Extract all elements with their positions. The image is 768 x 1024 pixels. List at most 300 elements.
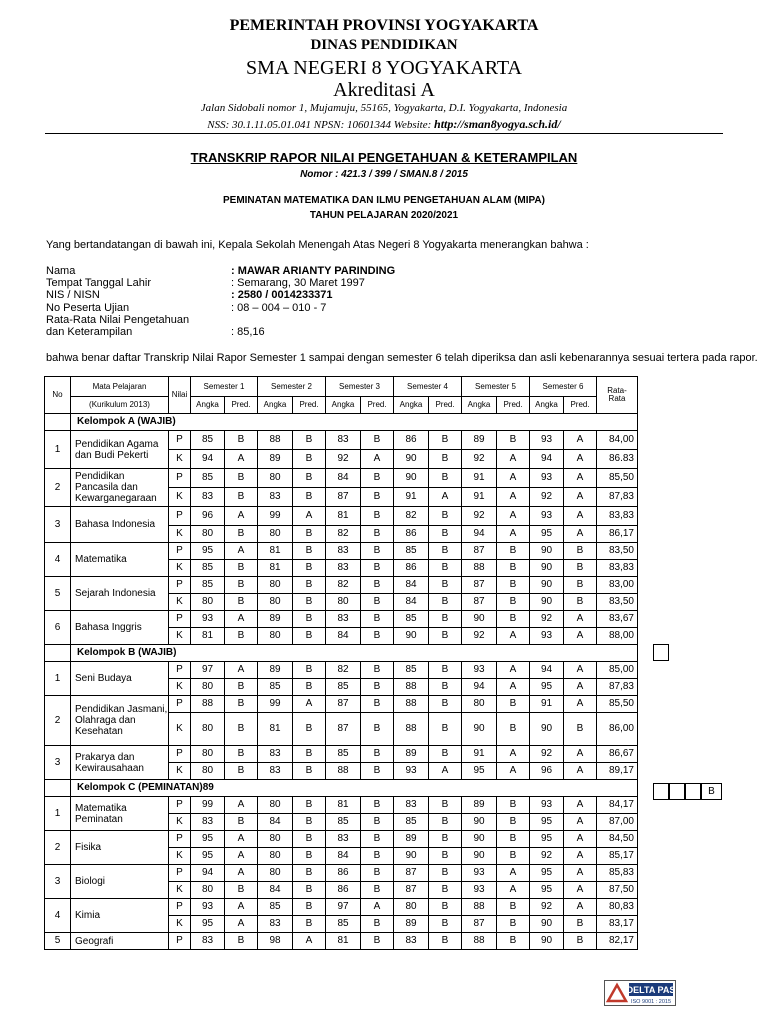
grade-score: 83 xyxy=(258,763,293,780)
grade-type: K xyxy=(169,526,191,543)
grade-predicate: A xyxy=(564,469,597,488)
grade-score: 89 xyxy=(462,797,497,814)
grade-score: 85 xyxy=(191,431,225,450)
grade-score: 95 xyxy=(191,848,225,865)
grade-predicate: A xyxy=(429,763,462,780)
grade-predicate: B xyxy=(497,797,530,814)
grade-predicate: B xyxy=(361,696,394,713)
grade-score: 95 xyxy=(530,814,564,831)
grade-predicate: B xyxy=(429,662,462,679)
header-semester-5: Semester 5 xyxy=(462,377,530,397)
grade-score: 80 xyxy=(258,628,293,645)
grade-score: 80 xyxy=(258,831,293,848)
grade-predicate: B xyxy=(564,560,597,577)
grade-score: 83 xyxy=(258,746,293,763)
grade-type: P xyxy=(169,746,191,763)
grade-predicate: B xyxy=(429,797,462,814)
grade-score: 98 xyxy=(258,933,293,950)
grade-score: 95 xyxy=(191,831,225,848)
header-no: No xyxy=(45,377,71,414)
header-average-line1: Rata- xyxy=(607,386,627,395)
grade-predicate: A xyxy=(564,679,597,696)
grade-predicate: B xyxy=(225,763,258,780)
grade-predicate: A xyxy=(225,507,258,526)
subject-name: Bahasa Inggris xyxy=(71,611,169,645)
grade-predicate: B xyxy=(293,488,326,507)
stray-grade-cell: B xyxy=(701,783,722,800)
school-website: http://sman8yogya.sch.id/ xyxy=(434,117,561,131)
grade-average: 87,83 xyxy=(597,488,638,507)
subject-number: 5 xyxy=(45,577,71,611)
grade-score: 82 xyxy=(394,507,429,526)
grade-score: 80 xyxy=(258,469,293,488)
grade-predicate: B xyxy=(497,713,530,746)
grade-score: 93 xyxy=(530,507,564,526)
subject-number: 3 xyxy=(45,507,71,543)
header-nilai: Nilai xyxy=(169,377,191,414)
subject-number: 6 xyxy=(45,611,71,645)
table-row xyxy=(45,746,638,763)
grade-score: 83 xyxy=(326,543,361,560)
student-average: : 85,16 xyxy=(231,326,265,338)
grade-type: P xyxy=(169,831,191,848)
grade-type: P xyxy=(169,507,191,526)
header-semester-2: Semester 2 xyxy=(258,377,326,397)
grade-predicate: A xyxy=(564,865,597,882)
grade-predicate: B xyxy=(293,560,326,577)
grade-score: 90 xyxy=(394,450,429,469)
grade-average: 85,50 xyxy=(597,696,638,713)
grade-predicate: B xyxy=(429,848,462,865)
grade-score: 81 xyxy=(326,797,361,814)
subject-name: Fisika xyxy=(71,831,169,865)
grade-predicate: A xyxy=(497,763,530,780)
grade-type: P xyxy=(169,933,191,950)
grade-predicate: B xyxy=(429,628,462,645)
table-row xyxy=(45,431,638,450)
grade-predicate: B xyxy=(429,577,462,594)
grade-score: 81 xyxy=(258,560,293,577)
grade-score: 99 xyxy=(191,797,225,814)
header-curriculum: (Kurikulum 2013) xyxy=(71,397,169,414)
grade-score: 83 xyxy=(326,560,361,577)
grade-score: 90 xyxy=(530,916,564,933)
grade-average: 85,00 xyxy=(597,662,638,679)
grade-score: 87 xyxy=(326,488,361,507)
grade-predicate: B xyxy=(225,431,258,450)
grade-average: 89,17 xyxy=(597,763,638,780)
grade-score: 86 xyxy=(394,431,429,450)
grade-score: 82 xyxy=(326,526,361,543)
grade-score: 83 xyxy=(258,488,293,507)
grade-predicate: A xyxy=(564,662,597,679)
grade-predicate: B xyxy=(429,679,462,696)
grade-predicate: B xyxy=(293,594,326,611)
table-row xyxy=(45,865,638,882)
grade-score: 88 xyxy=(394,679,429,696)
grade-predicate: B xyxy=(225,526,258,543)
grade-score: 86 xyxy=(326,882,361,899)
grade-score: 85 xyxy=(258,899,293,916)
grade-predicate: B xyxy=(497,696,530,713)
grade-predicate: A xyxy=(361,450,394,469)
grade-score: 90 xyxy=(530,560,564,577)
grade-predicate: A xyxy=(225,899,258,916)
grade-score: 92 xyxy=(530,848,564,865)
grade-score: 90 xyxy=(462,611,497,628)
header-semester-1: Semester 1 xyxy=(191,377,258,397)
grade-average: 83,50 xyxy=(597,594,638,611)
grade-score: 94 xyxy=(191,450,225,469)
grade-predicate: A xyxy=(564,831,597,848)
grade-average: 83,83 xyxy=(597,507,638,526)
grade-score: 82 xyxy=(326,577,361,594)
grade-predicate: B xyxy=(497,899,530,916)
grade-score: 80 xyxy=(462,696,497,713)
grade-predicate: B xyxy=(225,679,258,696)
grade-predicate: B xyxy=(429,713,462,746)
grade-predicate: B xyxy=(225,814,258,831)
grade-predicate: B xyxy=(293,611,326,628)
grade-score: 80 xyxy=(258,577,293,594)
grade-predicate: B xyxy=(429,899,462,916)
subject-name: Biologi xyxy=(71,865,169,899)
stray-cell xyxy=(669,783,685,800)
grade-score: 80 xyxy=(326,594,361,611)
header-angka: Angka xyxy=(394,397,429,414)
grade-type: P xyxy=(169,865,191,882)
grade-score: 89 xyxy=(258,611,293,628)
grade-score: 90 xyxy=(462,831,497,848)
grade-type: P xyxy=(169,543,191,560)
grade-score: 90 xyxy=(530,577,564,594)
document-number: Nomor : 421.3 / 399 / SMAN.8 / 2015 xyxy=(300,169,468,180)
grade-predicate: B xyxy=(429,594,462,611)
grade-score: 89 xyxy=(394,916,429,933)
grade-type: P xyxy=(169,696,191,713)
grade-score: 81 xyxy=(258,713,293,746)
table-row xyxy=(45,577,638,594)
grade-predicate: A xyxy=(497,746,530,763)
grade-predicate: B xyxy=(293,746,326,763)
table-row xyxy=(45,899,638,916)
grade-score: 87 xyxy=(326,696,361,713)
header-angka: Angka xyxy=(530,397,564,414)
grade-predicate: B xyxy=(497,848,530,865)
table-row xyxy=(45,696,638,713)
grade-predicate: A xyxy=(564,899,597,916)
stray-cell xyxy=(653,783,669,800)
grade-score: 93 xyxy=(394,763,429,780)
grade-predicate: B xyxy=(293,679,326,696)
grade-score: 83 xyxy=(258,916,293,933)
grade-score: 92 xyxy=(462,628,497,645)
grade-type: K xyxy=(169,882,191,899)
grade-predicate: A xyxy=(225,797,258,814)
grade-type: K xyxy=(169,594,191,611)
student-nis: : 2580 / 0014233371 xyxy=(231,289,333,301)
grade-score: 84 xyxy=(394,577,429,594)
grade-average: 86.83 xyxy=(597,450,638,469)
grade-predicate: B xyxy=(361,882,394,899)
grade-type: K xyxy=(169,916,191,933)
grade-score: 95 xyxy=(530,526,564,543)
grade-predicate: A xyxy=(497,679,530,696)
grade-predicate: B xyxy=(361,713,394,746)
subject-number: 5 xyxy=(45,933,71,950)
group-no-cell xyxy=(45,645,71,662)
grade-predicate: B xyxy=(293,848,326,865)
group-row xyxy=(45,780,638,797)
student-exam-number: : 08 – 004 – 010 - 7 xyxy=(231,302,327,314)
grade-predicate: B xyxy=(429,933,462,950)
grade-score: 90 xyxy=(530,594,564,611)
header-row-1 xyxy=(45,377,638,397)
accreditation: Akreditasi A xyxy=(333,79,435,101)
grade-predicate: B xyxy=(293,882,326,899)
grade-score: 95 xyxy=(530,831,564,848)
grade-predicate: B xyxy=(293,662,326,679)
grade-score: 88 xyxy=(326,763,361,780)
grade-predicate: B xyxy=(225,594,258,611)
delta-pas-logo xyxy=(604,980,676,1006)
grade-score: 83 xyxy=(191,488,225,507)
grade-predicate: A xyxy=(497,469,530,488)
grade-predicate: B xyxy=(361,679,394,696)
intro-text: Yang bertandatangan di bawah ini, Kepala Sekolah Menengah Atas Negeri 8 Yogyakarta menerangkan bahwa : xyxy=(46,239,589,251)
grade-score: 91 xyxy=(394,488,429,507)
student-birth: : Semarang, 30 Maret 1997 xyxy=(231,277,365,289)
subject-number: 2 xyxy=(45,696,71,746)
grade-predicate: A xyxy=(225,848,258,865)
subject-number: 3 xyxy=(45,746,71,780)
grade-score: 96 xyxy=(191,507,225,526)
grade-type: K xyxy=(169,488,191,507)
header-average-line2: Rata xyxy=(608,394,626,403)
grade-predicate: B xyxy=(361,916,394,933)
grade-score: 81 xyxy=(258,543,293,560)
grade-type: K xyxy=(169,679,191,696)
grade-predicate: A xyxy=(564,611,597,628)
grade-score: 85 xyxy=(394,814,429,831)
header-pred: Pred. xyxy=(429,397,462,414)
grade-predicate: B xyxy=(361,933,394,950)
subject-name: Kimia xyxy=(71,899,169,933)
school-name: SMA NEGERI 8 YOGYAKARTA xyxy=(246,57,522,79)
grade-score: 84 xyxy=(258,882,293,899)
grade-predicate: A xyxy=(497,526,530,543)
grade-predicate: B xyxy=(361,831,394,848)
subject-name: Prakarya dan Kewirausahaan xyxy=(71,746,169,780)
grade-score: 95 xyxy=(530,865,564,882)
grade-score: 80 xyxy=(191,594,225,611)
logo-cert: ISO 9001 : 2015 xyxy=(630,999,672,1005)
grade-predicate: B xyxy=(497,916,530,933)
grade-score: 83 xyxy=(326,831,361,848)
grade-predicate: B xyxy=(429,507,462,526)
grade-score: 89 xyxy=(258,662,293,679)
grade-average: 83,00 xyxy=(597,577,638,594)
grade-average: 87,83 xyxy=(597,679,638,696)
grade-score: 87 xyxy=(326,713,361,746)
average-label-line2: dan Keterampilan xyxy=(46,326,133,338)
grade-type: P xyxy=(169,797,191,814)
grade-score: 86 xyxy=(394,526,429,543)
table-row xyxy=(45,507,638,526)
grade-predicate: A xyxy=(497,882,530,899)
grade-predicate: B xyxy=(497,560,530,577)
birth-label: Tempat Tanggal Lahir xyxy=(46,277,151,289)
grade-predicate: A xyxy=(564,848,597,865)
grade-predicate: B xyxy=(225,628,258,645)
grade-score: 85 xyxy=(394,611,429,628)
grade-score: 80 xyxy=(258,526,293,543)
grade-score: 93 xyxy=(530,431,564,450)
grade-predicate: A xyxy=(564,488,597,507)
stray-cell xyxy=(653,644,669,661)
grade-score: 80 xyxy=(258,797,293,814)
grade-average: 84,00 xyxy=(597,431,638,450)
grade-predicate: A xyxy=(225,450,258,469)
grade-average: 86,00 xyxy=(597,713,638,746)
grade-predicate: B xyxy=(361,543,394,560)
grade-score: 91 xyxy=(462,488,497,507)
grade-score: 92 xyxy=(530,488,564,507)
grade-predicate: B xyxy=(429,450,462,469)
grade-score: 80 xyxy=(258,594,293,611)
grade-predicate: B xyxy=(429,831,462,848)
grade-predicate: B xyxy=(361,763,394,780)
grade-score: 83 xyxy=(191,933,225,950)
table-row xyxy=(45,611,638,628)
subject-number: 1 xyxy=(45,797,71,831)
grade-predicate: B xyxy=(293,469,326,488)
grade-predicate: B xyxy=(564,933,597,950)
subject-number: 1 xyxy=(45,431,71,469)
grade-predicate: B xyxy=(564,713,597,746)
group-title: Kelompok C (PEMINATAN)89 xyxy=(71,780,638,797)
header-row-2 xyxy=(45,397,638,414)
grade-score: 80 xyxy=(191,526,225,543)
grade-predicate: A xyxy=(497,488,530,507)
grade-score: 88 xyxy=(191,696,225,713)
academic-year: TAHUN PELAJARAN 2020/2021 xyxy=(309,210,459,221)
grade-predicate: B xyxy=(225,882,258,899)
grade-score: 80 xyxy=(191,713,225,746)
grade-predicate: A xyxy=(564,746,597,763)
grade-predicate: B xyxy=(564,577,597,594)
grade-type: P xyxy=(169,611,191,628)
grade-predicate: A xyxy=(361,899,394,916)
grade-score: 94 xyxy=(191,865,225,882)
grade-predicate: B xyxy=(293,543,326,560)
grade-score: 97 xyxy=(326,899,361,916)
grade-predicate: A xyxy=(564,814,597,831)
group-title: Kelompok B (WAJIB) xyxy=(71,645,638,662)
grade-score: 95 xyxy=(530,882,564,899)
grade-predicate: A xyxy=(564,882,597,899)
grade-predicate: A xyxy=(293,507,326,526)
grade-score: 84 xyxy=(326,628,361,645)
grade-predicate: B xyxy=(497,431,530,450)
subject-number: 4 xyxy=(45,543,71,577)
grade-predicate: B xyxy=(293,763,326,780)
statement-text: bahwa benar daftar Transkrip Nilai Rapor Semester 1 sampai dengan semester 6 telah diperiksa dan asli kebenarannya sesuai tertera pada rapor. xyxy=(46,352,758,364)
school-codes: NSS: 30.1.11.05.01.041 NPSN: 10601344 Website: xyxy=(207,119,435,131)
grade-average: 86,17 xyxy=(597,526,638,543)
grade-predicate: B xyxy=(361,848,394,865)
grade-score: 87 xyxy=(462,594,497,611)
subject-number: 3 xyxy=(45,865,71,899)
grade-predicate: A xyxy=(497,507,530,526)
header-semester-6: Semester 6 xyxy=(530,377,597,397)
grade-score: 93 xyxy=(530,469,564,488)
grade-score: 92 xyxy=(530,611,564,628)
grade-score: 91 xyxy=(530,696,564,713)
grade-type: P xyxy=(169,469,191,488)
grade-type: K xyxy=(169,450,191,469)
grade-predicate: B xyxy=(564,594,597,611)
subject-number: 2 xyxy=(45,469,71,507)
grade-score: 92 xyxy=(530,746,564,763)
grade-score: 85 xyxy=(326,746,361,763)
government-name: PEMERINTAH PROVINSI YOGYAKARTA xyxy=(229,17,539,34)
grade-predicate: B xyxy=(429,431,462,450)
subject-name: Sejarah Indonesia xyxy=(71,577,169,611)
grade-score: 85 xyxy=(326,814,361,831)
grade-predicate: A xyxy=(564,797,597,814)
grade-score: 80 xyxy=(191,746,225,763)
grade-predicate: B xyxy=(361,431,394,450)
grade-predicate: B xyxy=(225,469,258,488)
grade-predicate: B xyxy=(361,560,394,577)
grade-predicate: B xyxy=(225,560,258,577)
grade-score: 83 xyxy=(394,933,429,950)
header-semester-3: Semester 3 xyxy=(326,377,394,397)
grade-predicate: B xyxy=(225,577,258,594)
group-title: Kelompok A (WAJIB) xyxy=(71,414,638,431)
grade-score: 87 xyxy=(462,577,497,594)
grade-predicate: B xyxy=(225,746,258,763)
grade-predicate: B xyxy=(293,526,326,543)
name-label: Nama xyxy=(46,265,76,277)
header-pred: Pred. xyxy=(497,397,530,414)
grade-score: 92 xyxy=(530,899,564,916)
grade-score: 80 xyxy=(258,865,293,882)
grade-score: 93 xyxy=(462,882,497,899)
grade-predicate: B xyxy=(225,933,258,950)
grade-score: 88 xyxy=(462,933,497,950)
grade-score: 80 xyxy=(394,899,429,916)
grade-score: 85 xyxy=(326,916,361,933)
grade-predicate: A xyxy=(564,431,597,450)
grade-score: 85 xyxy=(326,679,361,696)
grade-score: 85 xyxy=(191,560,225,577)
grade-score: 82 xyxy=(326,662,361,679)
grade-predicate: B xyxy=(429,543,462,560)
subject-name: Pendidikan Agama dan Budi Pekerti xyxy=(71,431,169,469)
grade-score: 80 xyxy=(258,848,293,865)
grade-predicate: B xyxy=(429,560,462,577)
grade-score: 93 xyxy=(530,628,564,645)
grade-average: 86,67 xyxy=(597,746,638,763)
grade-score: 80 xyxy=(191,763,225,780)
grade-score: 84 xyxy=(394,594,429,611)
header-pred: Pred. xyxy=(361,397,394,414)
grade-predicate: B xyxy=(429,916,462,933)
grade-average: 83,67 xyxy=(597,611,638,628)
grade-predicate: B xyxy=(225,713,258,746)
